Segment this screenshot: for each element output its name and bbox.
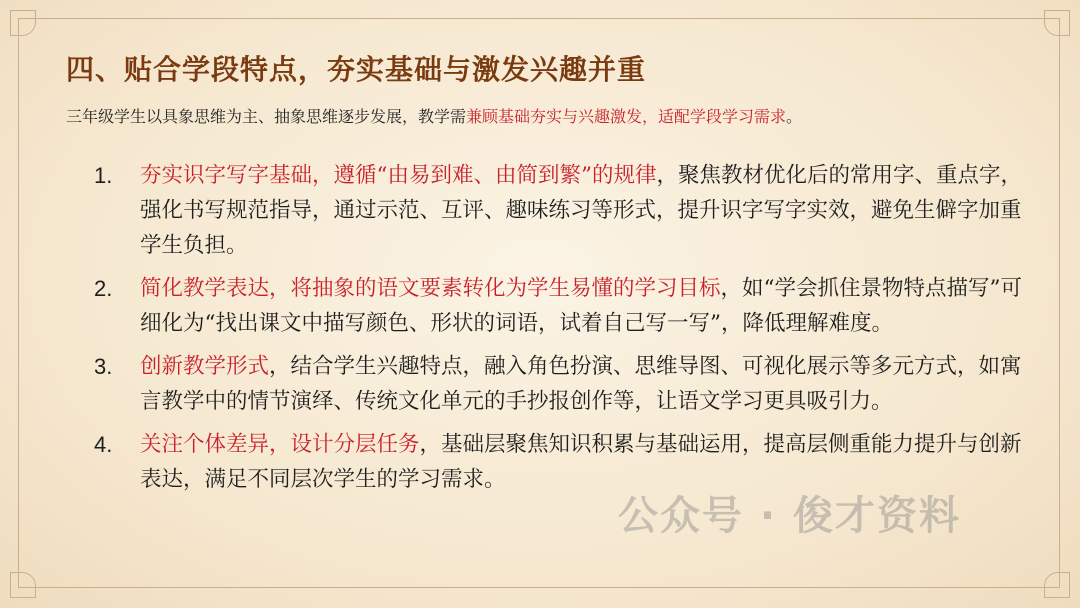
point-list <box>94 158 1024 505</box>
item-highlight: 创新教学形式 <box>140 354 270 379</box>
watermark-text: 公众号 · 俊才资料 <box>618 493 962 539</box>
list-item <box>94 271 1024 341</box>
item-text: ，如“学会抓住景物特点描写”可细化为“找出课文中描写颜色、形状的词语，试着自己写一写”，降低理解难度。 <box>140 276 1022 336</box>
list-item <box>94 427 1024 497</box>
item-highlight: 夯实识字写字基础，遵循“由易到难、由简到繁”的规律 <box>140 163 657 188</box>
item-text: ，基础层聚焦知识积累与基础运用，提高层侧重能力提升与创新表达，满足不同层次学生的学习需求。 <box>140 432 1022 492</box>
item-highlight: 简化教学表达，将抽象的语文要素转化为学生易懂的学习目标 <box>140 276 721 301</box>
list-item <box>94 349 1024 419</box>
item-number: 2. <box>94 276 113 301</box>
item-highlight: 关注个体差异，设计分层任务 <box>140 432 420 457</box>
item-text: ，聚焦教材优化后的常用字、重点字，强化书写规范指导，通过示范、互评、趣味练习等形式，提升识字写字实效，避免生僻字加重学生负担。 <box>140 163 1023 258</box>
corner-ornament-bottom-left <box>10 572 36 598</box>
intro-end: 。 <box>786 107 803 126</box>
corner-ornament-top-right <box>1044 10 1070 36</box>
item-number: 1. <box>94 163 113 188</box>
slide-title: 四、贴合学段特点，夯实基础与激发兴趣并重 <box>66 53 647 86</box>
intro-text <box>66 104 802 127</box>
intro-highlight: 兼顾基础夯实与兴趣激发，适配学段学习需求 <box>466 107 787 126</box>
list-item <box>94 158 1024 263</box>
item-number: 3. <box>94 354 113 379</box>
corner-ornament-bottom-right <box>1044 572 1070 598</box>
item-text: ，结合学生兴趣特点，融入角色扮演、思维导图、可视化展示等多元方式，如寓言教学中的情节演绎、传统文化单元的手抄报创作等，让语文学习更具吸引力。 <box>140 354 1022 414</box>
intro-plain: 三年级学生以具象思维为主、抽象思维逐步发展，教学需 <box>66 107 467 126</box>
item-number: 4. <box>94 432 113 457</box>
